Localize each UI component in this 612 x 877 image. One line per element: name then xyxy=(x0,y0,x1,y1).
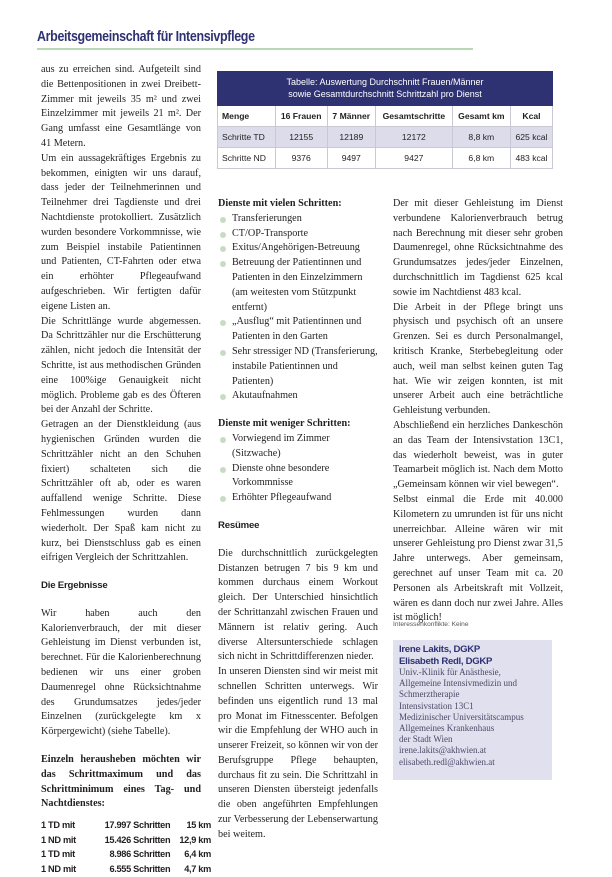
list-item: Sehr stressiger ND (Transferierung, instabile Patientinnen und Patienten) xyxy=(218,345,378,389)
email-link[interactable]: irene.lakits@akhwien.at xyxy=(399,745,487,756)
steps-count: 8.986 Schritten xyxy=(109,849,171,860)
steps-row xyxy=(41,833,211,848)
affiliation-line: Allgemeine Intensivmedizin und xyxy=(399,678,517,689)
paragraph: Die Arbeit in der Pflege bringt uns physisch und psychisch oft an unsere Grenzen. Sei es durch Personalmangel, kritisch Kranke, Sterbebegleitung oder auch, weil man selbst keinen guten Tag hat. Wie wir zeigen konnten, ist mit unserer Arbeit auch eine beträchtliche Gehleistung verbunden. xyxy=(393,301,563,417)
table-cell: 6,8 km xyxy=(452,148,510,169)
steps-extremes-table xyxy=(41,818,211,876)
paragraph: Getragen an der Dienstkleidung (aus hygienischen Gründen wurden die Schrittzähler nicht an den Schuhen fixiert) schalteten sich die Schrittzähler oft ab, oder es waren auffallend wenige Schritte. Diese Fehlmessungen wurden dann wiederholt. Der Spaß kam nicht zu kurz, bei Dienstschluss gab es einen eifrigen Vergleich der Schrittzahlen. xyxy=(41,419,201,564)
col-header: Gesamt km xyxy=(452,106,510,127)
steps-row xyxy=(41,818,211,833)
column-1 xyxy=(41,63,211,877)
affiliation-line: Schmerztherapie xyxy=(399,689,460,700)
table-cell: 9376 xyxy=(275,148,327,169)
affiliation-line: Allgemeines Krankenhaus xyxy=(399,723,495,734)
section-heading-results: Die Ergebnisse xyxy=(41,580,108,592)
paragraph: aus zu erreichen sind. Aufgeteilt sind die Bettenpositionen in zwei Dreibett-Zimmer mit jeweils 35 m² und zwei Einzelzimmer mit jeweils 21 m². Der Gang umfasst eine Gesamtlänge von 41 Metern. xyxy=(41,64,201,149)
author-name: Irene Lakits, DGKP xyxy=(399,644,480,655)
steps-km: 4,7 km xyxy=(184,864,211,875)
table-cell: 12189 xyxy=(327,127,375,148)
list-item: Exitus/Angehörigen-Betreuung xyxy=(218,241,378,256)
steps-row xyxy=(41,847,211,862)
steps-row xyxy=(41,862,211,877)
results-table xyxy=(217,71,553,169)
column-2 xyxy=(218,197,378,843)
paragraph: Abschließend ein herzliches Dankeschön an das Team der Intensivstation 13C1, das wiederholt beweist, was in guter Teamarbeit möglich ist. Nach dem Motto „Gemeinsam können wir viel bewegen“. xyxy=(393,419,563,491)
paragraph: Die durchschnittlich zurückgelegten Distanzen betrugen 7 bis 9 km und kommen durchaus einem Workout gleich. Der Unterschied hinsichtlich der Schrittanzahl zwischen Frauen und Männern ist relativ gering. Auch diverse Altersunterschiede schlagen sich nicht in Schrittdifferenzen nieder. xyxy=(218,547,378,663)
list-title-few-steps: Dienste mit weniger Schritten: xyxy=(218,418,351,430)
table-row xyxy=(218,127,553,148)
table-cell: 9497 xyxy=(327,148,375,169)
table-cell: Schritte ND xyxy=(218,148,276,169)
list-item: Akutaufnahmen xyxy=(218,389,378,404)
table-cell: 625 kcal xyxy=(510,127,552,148)
list-item: Erhöhter Pflegeaufwand xyxy=(218,491,378,506)
list-many-steps xyxy=(218,212,378,404)
table-header-row xyxy=(218,106,553,127)
conflict-of-interest-note: Interessenkonflikte: Keine xyxy=(393,621,469,628)
col-header: 16 Frauen xyxy=(275,106,327,127)
steps-shift: 1 ND mit xyxy=(41,834,76,845)
steps-shift: 1 ND mit xyxy=(41,864,76,875)
steps-km: 12,9 km xyxy=(179,834,211,845)
list-item: Vorwiegend im Zimmer (Sitzwache) xyxy=(218,432,378,462)
column-3 xyxy=(393,197,563,626)
section-heading-summary: Resümee xyxy=(218,519,260,531)
steps-km: 15 km xyxy=(186,820,211,831)
col-header: Kcal xyxy=(510,106,552,127)
table-cell: 483 kcal xyxy=(510,148,552,169)
author-box xyxy=(393,640,552,780)
steps-km: 6,4 km xyxy=(184,849,211,860)
col-header: 7 Männer xyxy=(327,106,375,127)
table-caption-line2: sowie Gesamtdurchschnitt Schrittzahl pro Dienst xyxy=(288,89,482,99)
affiliation-line: Univ.-Klinik für Anästhesie, xyxy=(399,667,501,677)
email-link[interactable]: elisabeth.redl@akhwien.at xyxy=(399,756,495,767)
steps-count: 17.997 Schritten xyxy=(104,820,171,831)
table-cell: Schritte TD xyxy=(218,127,276,148)
table-cell: 8,8 km xyxy=(452,127,510,148)
list-item: Transferierungen xyxy=(218,212,378,227)
author-name: Elisabeth Redl, DGKP xyxy=(399,655,493,667)
paragraph: Selbst einmal die Erde mit 40.000 Kilometern zu umrunden ist für uns nicht unerreichbar. Alleine wären wir mit unserer Gehleistung pro Dienst zwar 31,5 Jahre unterwegs. Aber gemeinsam, gerechnet auf unser Team mit ca. 20 Personen als Arbeitskraft mit Vollzeit, wären es dann doch nur zwei Jahre. Alles ist möglich! xyxy=(393,493,563,624)
steps-count: 15.426 Schritten xyxy=(104,834,171,845)
list-title-many-steps: Dienste mit vielen Schritten: xyxy=(218,198,342,209)
paragraph: Der mit dieser Gehleistung im Dienst verbundene Kalorienverbrauch betrug nach Berechnung mit dieser sehr groben Daumenregel, ohne Rücksichtnahme des Grundumsatzes jedes/jeder Einzelnen, durchschnittlich im Tagdienst 625 kcal sowie im Nachtdienst 483 kcal. xyxy=(393,198,563,298)
affiliation-line: der Stadt Wien xyxy=(399,734,453,745)
table-cell: 9427 xyxy=(376,148,453,169)
paragraph: Um ein aussagekräftiges Ergebnis zu bekommen, einigten wir uns darauf, dass jeder der Teilnehmerinnen und Teilnehmer drei Tagdienste und drei Nachtdienste protokolliert. Zusätzlich wurden besondere Vorkommnisse, wie zum Beispiel instabile Patientinnen und Patienten, CT-Fahrten oder etwa ein erhöhter Pflegeaufwand aufgeschrieben. Wir fertigten dafür eigene Listen an. xyxy=(41,152,201,312)
running-header: Arbeitsgemeinschaft für Intensivpflege xyxy=(37,29,255,45)
col-header: Gesamtschritte xyxy=(376,106,453,127)
table-row xyxy=(218,148,553,169)
highlight-paragraph: Einzeln herausheben möchten wir das Schrittmaximum und das Schrittminimum eines Tag- und Nachtdienstes: xyxy=(41,754,201,810)
table-cell: 12172 xyxy=(376,127,453,148)
paragraph: In unseren Diensten sind wir meist mit schnellen Schritten unterwegs. Wir befinden uns eigentlich rund 13 mal pro Monat im Fitnesscenter. Befolgen wir die Empfehlung der WHO auch in unserer Freizeit, so können wir von der Berufsgruppe Pflege behaupten, durchaus fit zu sein. Die Schrittzahl in unseren Diensten übersteigt jedenfalls die oben angeführten Empfehlungen zur Verbesserung der Lebenserwartung bei weitem. xyxy=(218,666,378,840)
table-caption xyxy=(218,72,553,106)
steps-shift: 1 TD mit xyxy=(41,820,75,831)
paragraph: Die Schrittlänge wurde abgemessen. Da Schrittzähler nur die Erschütterung zählen, nicht jedoch die Intensität der Schritte, ist aus methodischen Gründen eine 100%ige Genauigkeit nicht möglich. Probleme gab es des Öfteren bei der Anzahl der Schritte. xyxy=(41,315,201,416)
steps-shift: 1 TD mit xyxy=(41,849,75,860)
affiliation-line: Medizinischer Universitätscampus xyxy=(399,711,524,722)
steps-count: 6.555 Schritten xyxy=(109,864,171,875)
col-header: Menge xyxy=(218,106,276,127)
list-few-steps xyxy=(218,432,378,506)
header-rule xyxy=(37,48,473,50)
list-item: Betreuung der Patientinnen und Patienten in den Einzelzimmern (am weitesten vom Stützpunkt entfernt) xyxy=(218,256,378,315)
table-caption-line1: Tabelle: Auswertung Durchschnitt Frauen/Männer xyxy=(286,77,484,87)
list-item: „Ausflug“ mit Patientinnen und Patienten in den Garten xyxy=(218,315,378,345)
list-item: Dienste ohne besondere Vorkommnisse xyxy=(218,462,378,492)
affiliation-line: Intensivstation 13C1 xyxy=(399,700,474,711)
list-item: CT/OP-Transporte xyxy=(218,227,378,242)
paragraph: Wir haben auch den Kalorienverbrauch, der mit dieser Gehleistung im Dienst verbunden ist, berechnet. Für die Kalorienberechnung bedienen wir uns einer groben Daumenregel ohne Rücksichtnahme des Grundumsatzes jedes/jeder Einzelnen (zurückgelegte km x Körpergewicht) (siehe Tabelle). xyxy=(41,607,201,738)
table-cell: 12155 xyxy=(275,127,327,148)
